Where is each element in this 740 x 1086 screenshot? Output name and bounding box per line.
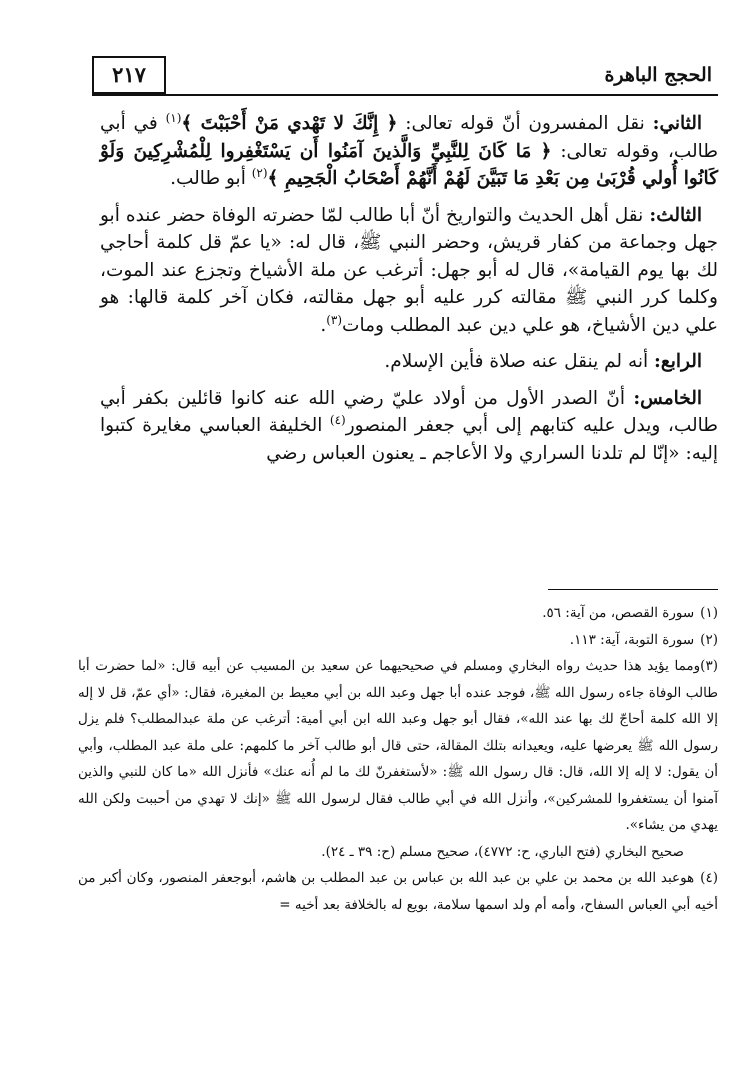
text-run: أنّ الصدر الأول من أولاد عليّ رضي الله عنه كانوا قائلين بكفر أبي طالب، ويدل عليه كتابهم إلى أبي جعفر المنصور <box>100 387 718 436</box>
footnote-ref: (٣) <box>326 312 343 327</box>
text-run: . <box>320 314 327 336</box>
page-number: ٢١٧ <box>112 62 146 87</box>
text-run: أبو طالب. <box>170 168 252 189</box>
paragraph-fifth <box>100 385 718 468</box>
footnote-3-source: صحيح البخاري (فتح الباري، ح: ٤٧٧٢)، صحيح مسلم (ح: ٣٩ ـ ٢٤). <box>321 843 684 860</box>
text-run: الخليفة العباسي مغايرة كتبوا إليه: «إنّا لم تلدنا السراري ولا الأعاجم ـ يعنون العباس رضي <box>100 415 718 464</box>
footnote-number: (٤) <box>700 870 718 886</box>
text-run: نقل أهل الحديث والتواريخ أنّ أبا طالب لمّا حضرته الوفاة حضر عنده أبو جهل وجماعة من كفار قريش، وحضر النبي ﷺ، قال له: «يا عمّ قل كلمة أحاجي لك بها يوم القيامة»، قال له أبو جهل: أترغب عن ملة الأشياخ وتجزع عند الموت، وكلما كرر النبي ﷺ مقالته كرر عليه أبو جهل مقالته، فكان آخر كلمة قالها: هو علي دين الأشياخ، هو علي دين عبد المطلب ومات <box>100 204 718 336</box>
paragraph-lead: الثاني: <box>652 113 703 134</box>
text-run: أنه لم ينقل عنه صلاة فأين الإسلام. <box>384 351 655 372</box>
page-number-box <box>92 56 166 94</box>
text-run: نقل المفسرون أنّ قوله تعالى: <box>397 113 653 134</box>
running-title: الحجج الباهرة <box>604 64 712 86</box>
footnote-number: (١) <box>700 605 718 621</box>
footnote-number: (٣) <box>700 658 718 674</box>
quran-verse: ﴿ مَا كَانَ لِلنَّبِيِّ وَالَّذينَ آمَنُوا أَن يَسْتَغْفِروا لِلْمُشْرِكِينَ وَلَوْ كَانُوا أُولي قُرْبَىٰ مِن بَعْدِ مَا تَبَيَّنَ لَهُمْ أَنَّهُمْ أَصْحَابُ الْجَحِيمِ ﴾ <box>100 140 718 189</box>
footnote-ref: (١) <box>165 110 182 125</box>
quran-verse: ﴿ إِنَّكَ لا تَهْدي مَنْ أَحْبَبْتَ ﴾ <box>181 113 398 134</box>
footnote-ref: (٢) <box>251 165 268 180</box>
header-rule <box>92 94 718 96</box>
paragraph-second <box>100 110 718 193</box>
main-text <box>100 110 718 476</box>
paragraph-lead: الثالث: <box>649 204 702 226</box>
footnote-1 <box>78 600 718 627</box>
paragraph-lead: الخامس: <box>633 387 702 409</box>
text-run: في أبي طالب، وقوله تعالى: <box>100 113 718 162</box>
footnote-separator <box>548 589 718 590</box>
paragraph-fourth <box>100 348 718 376</box>
footnote-text: سورة التوبة، آية: ١١٣. <box>569 631 695 648</box>
footnote-2 <box>78 627 718 654</box>
footnote-text: ومما يؤيد هذا حديث رواه البخاري ومسلم في صحيحيهما عن سعيد بن المسيب عن أبيه قال: «لما حضرت أبا طالب الوفاة جاءه رسول الله ﷺ، فوجد عنده أبا جهل وعبد الله بن أبي معيط بن المغيرة، فقال: «أي عمّ، قل لا إله إلا الله كلمة أحاجّ لك بها عند الله»، فقال أبو جهل وعبد الله ابن أبي أمية: أترغب عن ملة عبدالمطلب؟ فلم يزل رسول الله ﷺ يعرضها عليه، ويعيدانه بتلك المقالة، حتى قال أبو طالب آخر ما كلمهم: على ملة عبد المطلب، وأبي أن يقول: لا إله إلا الله، قال: قال رسول الله ﷺ: «لأستغفرنّ لك ما لم أُنه عنك» فأنزل الله «ما كان للنبي والذين آمنوا أن يستغفروا للمشركين»، وأنزل الله في أبي طالب فقال لرسول الله ﷺ «إنك لا تهدي من أحببت ولكن الله يهدي من يشاء». <box>78 658 718 833</box>
page-header <box>92 56 712 96</box>
footnote-text: سورة القصص، من آية: ٥٦. <box>542 605 695 621</box>
footnote-4 <box>78 865 718 918</box>
paragraph-third <box>100 202 718 340</box>
footnote-3 <box>78 653 718 839</box>
footnote-text: هوعبد الله بن محمد بن علي بن عبد الله بن عباس بن عبد المطلب بن هاشم، أبوجعفر المنصور، وكان أكبر من أخيه أبي العباس السفاح، وأمه أم ولد اسمها سلامة، بويع له بالخلافة بعد أخيه = <box>78 870 718 913</box>
footnotes <box>78 600 718 918</box>
footnote-ref: (٤) <box>329 412 346 427</box>
paragraph-lead: الرابع: <box>654 351 702 372</box>
footnote-number: (٢) <box>700 631 718 648</box>
